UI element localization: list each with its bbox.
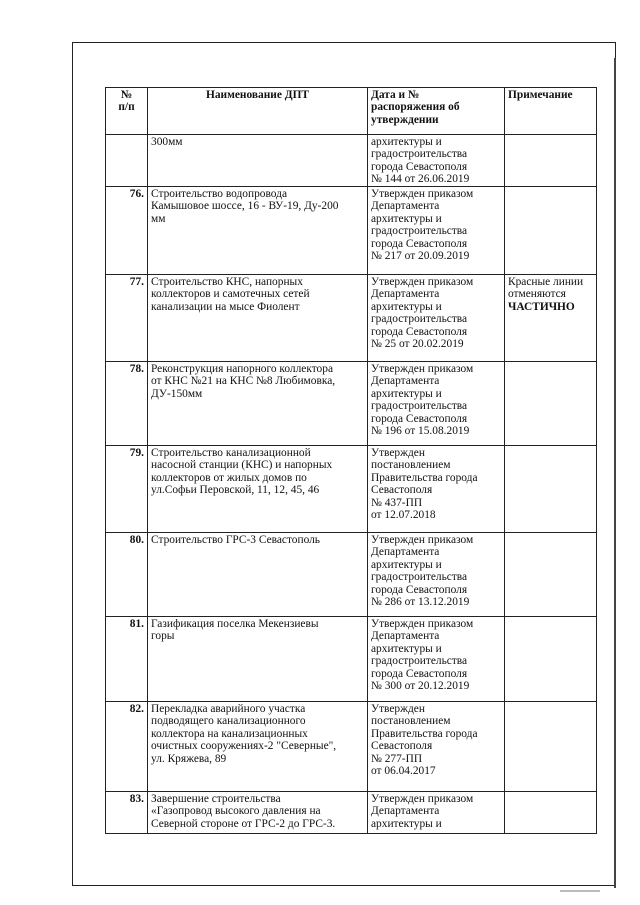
row-number: 77. bbox=[106, 275, 148, 362]
row-name bbox=[148, 275, 368, 362]
row-approval-line: города Севастополя bbox=[371, 412, 468, 425]
row-note bbox=[505, 533, 597, 617]
row-approval-line: Департамента bbox=[371, 200, 440, 213]
row-approval bbox=[368, 187, 505, 275]
row-approval-line: № 144 от 26.06.2019 bbox=[371, 173, 470, 186]
row-approval-line: города Севастополя bbox=[371, 160, 468, 173]
row-approval-line: города Севастополя bbox=[371, 325, 468, 338]
row-approval-line: градостроительства bbox=[371, 571, 468, 584]
row-name-line: канализации на мысе Фиолент bbox=[151, 300, 300, 313]
row-note bbox=[505, 702, 597, 792]
row-name bbox=[148, 446, 368, 533]
row-approval bbox=[368, 617, 505, 702]
row-approval-line: № 196 от 15.08.2019 bbox=[371, 425, 470, 438]
row-name bbox=[148, 135, 368, 187]
row-name-line: Перекладка аварийного участка bbox=[151, 703, 306, 715]
dpt-register-table bbox=[105, 87, 597, 834]
row-name-line: ул.Софьи Перовской, 11, 12, 45, 46 bbox=[151, 484, 320, 497]
header-date-line: Дата и № bbox=[371, 89, 420, 101]
header-approval-date bbox=[368, 88, 505, 135]
row-approval-line: Правительства города bbox=[371, 471, 478, 484]
row-approval bbox=[368, 702, 505, 792]
row-note-line: отменяются bbox=[508, 288, 566, 301]
row-approval bbox=[368, 362, 505, 446]
row-approval-line: Департамента bbox=[371, 546, 440, 559]
page-border-edge bbox=[614, 58, 616, 888]
table-row bbox=[106, 533, 597, 617]
row-name-line: коллекторов от жилых домов по bbox=[151, 471, 307, 484]
row-approval-line: № 25 от 20.02.2019 bbox=[371, 338, 464, 351]
row-approval bbox=[368, 446, 505, 533]
row-approval-line: архитектуры и bbox=[371, 387, 442, 400]
row-name-line: 300мм bbox=[151, 136, 183, 148]
row-approval-line: от 12.07.2018 bbox=[371, 509, 436, 522]
table-row bbox=[106, 275, 597, 362]
row-approval bbox=[368, 792, 505, 834]
row-approval-line: Утвержден приказом bbox=[371, 534, 474, 546]
row-approval-line: градостроительства bbox=[371, 655, 468, 668]
row-name-line: Камышовое шоссе, 16 - ВУ-19, Ду-200 bbox=[151, 200, 339, 213]
row-approval-line: № 286 от 13.12.2019 bbox=[371, 596, 470, 609]
row-approval-line: архитектуры и bbox=[371, 558, 442, 571]
row-approval-line: Севастополя bbox=[371, 484, 433, 497]
row-approval-line: № 217 от 20.09.2019 bbox=[371, 250, 470, 263]
row-number bbox=[106, 135, 148, 187]
row-approval-line: Утвержден приказом bbox=[371, 188, 474, 200]
row-name-line: Газификация поселка Мекензиевы bbox=[151, 618, 319, 630]
row-name-line: насосной станции (КНС) и напорных bbox=[151, 459, 333, 472]
row-approval-line: градостроительства bbox=[371, 225, 468, 238]
row-name bbox=[148, 362, 368, 446]
row-name-line: Северной стороне от ГРС-2 до ГРС-3. bbox=[151, 817, 336, 830]
row-approval-line: № 277-ПП bbox=[371, 752, 423, 765]
row-number: 83. bbox=[106, 792, 148, 834]
table-row bbox=[106, 362, 597, 446]
row-approval-line: Утвержден приказом bbox=[371, 793, 474, 805]
row-approval-line: постановлением bbox=[371, 459, 451, 472]
row-name-line: мм bbox=[151, 212, 166, 225]
row-approval-line: № 437-ПП bbox=[371, 496, 423, 509]
row-approval-line: города Севастополя bbox=[371, 667, 468, 680]
table-header-row bbox=[106, 88, 597, 135]
row-name bbox=[148, 792, 368, 834]
row-name-line: очистных сооружениях-2 "Северные", bbox=[151, 740, 337, 753]
table-row bbox=[106, 792, 597, 834]
header-date-line: распоряжения об bbox=[371, 101, 460, 114]
row-approval-line: архитектуры и bbox=[371, 212, 442, 225]
row-note bbox=[505, 275, 597, 362]
row-note bbox=[505, 792, 597, 834]
row-name-line: коллекторов и самотечных сетей bbox=[151, 288, 310, 301]
row-number: 79. bbox=[106, 446, 148, 533]
row-name-line: коллектора на канализационных bbox=[151, 727, 308, 740]
row-name bbox=[148, 533, 368, 617]
row-note bbox=[505, 617, 597, 702]
row-note bbox=[505, 187, 597, 275]
row-approval-line: № 300 от 20.12.2019 bbox=[371, 680, 470, 693]
row-note bbox=[505, 446, 597, 533]
row-approval bbox=[368, 275, 505, 362]
row-name-line: Строительство ГРС-3 Севастополь bbox=[151, 534, 321, 546]
row-number: 82. bbox=[106, 702, 148, 792]
row-approval-line: градостроительства bbox=[371, 148, 468, 161]
row-name-line: подводящего канализационного bbox=[151, 715, 306, 728]
row-approval-line: города Севастополя bbox=[371, 237, 468, 250]
row-approval-line: Севастополя bbox=[371, 740, 433, 753]
header-number-line: № bbox=[120, 89, 133, 101]
row-note-line: Красные линии bbox=[508, 276, 584, 288]
row-name-line: Строительство КНС, напорных bbox=[151, 276, 303, 288]
row-name-line: Завершение строительства bbox=[151, 793, 281, 805]
table-row bbox=[106, 446, 597, 533]
row-approval bbox=[368, 533, 505, 617]
row-name-line: Реконструкция напорного коллектора bbox=[151, 363, 334, 375]
header-name: Наименование ДПТ bbox=[148, 88, 368, 135]
header-date-line: утверждении bbox=[371, 113, 439, 126]
header-note: Примечание bbox=[505, 88, 597, 135]
row-name-line: Строительство водопровода bbox=[151, 188, 288, 200]
row-approval-line: Утвержден bbox=[371, 703, 425, 715]
scan-mark bbox=[560, 890, 600, 892]
row-approval-line: от 06.04.2017 bbox=[371, 765, 436, 778]
row-name bbox=[148, 187, 368, 275]
table-row bbox=[106, 702, 597, 792]
row-note-line: ЧАСТИЧНО bbox=[508, 300, 575, 313]
row-approval-line: Утвержден приказом bbox=[371, 363, 474, 375]
row-approval-line: архитектуры и bbox=[371, 300, 442, 313]
row-number: 81. bbox=[106, 617, 148, 702]
row-approval bbox=[368, 135, 505, 187]
row-approval-line: Департамента bbox=[371, 630, 440, 643]
row-name bbox=[148, 617, 368, 702]
row-approval-line: постановлением bbox=[371, 715, 451, 728]
row-approval-line: Правительства города bbox=[371, 727, 478, 740]
row-approval-line: архитектуры и bbox=[371, 817, 442, 830]
row-approval-line: Департамента bbox=[371, 288, 440, 301]
row-approval-line: градостроительства bbox=[371, 400, 468, 413]
row-note bbox=[505, 362, 597, 446]
row-name-line: ул. Кряжева, 89 bbox=[151, 752, 227, 765]
row-number: 78. bbox=[106, 362, 148, 446]
row-approval-line: Утвержден приказом bbox=[371, 276, 474, 288]
header-number bbox=[106, 88, 148, 135]
row-approval-line: Утвержден bbox=[371, 447, 425, 459]
table-row bbox=[106, 135, 597, 187]
row-approval-line: Департамента bbox=[371, 375, 440, 388]
row-approval-line: Департамента bbox=[371, 805, 440, 818]
table-row bbox=[106, 617, 597, 702]
row-name bbox=[148, 702, 368, 792]
row-name-line: ДУ-150мм bbox=[151, 387, 203, 400]
row-name-line: Строительство канализационной bbox=[151, 447, 311, 459]
row-number: 76. bbox=[106, 187, 148, 275]
header-number-line: п/п bbox=[118, 101, 135, 114]
row-approval-line: города Севастополя bbox=[371, 583, 468, 596]
row-approval-line: Утвержден приказом bbox=[371, 618, 474, 630]
row-approval-line: архитектуры и bbox=[371, 136, 442, 148]
row-number: 80. bbox=[106, 533, 148, 617]
row-name-line: от КНС №21 на КНС №8 Любимовка, bbox=[151, 375, 336, 388]
row-approval-line: архитектуры и bbox=[371, 642, 442, 655]
row-note bbox=[505, 135, 597, 187]
row-name-line: горы bbox=[151, 630, 175, 643]
row-name-line: «Газопровод высокого давления на bbox=[151, 805, 321, 818]
row-approval-line: градостроительства bbox=[371, 313, 468, 326]
table-row bbox=[106, 187, 597, 275]
